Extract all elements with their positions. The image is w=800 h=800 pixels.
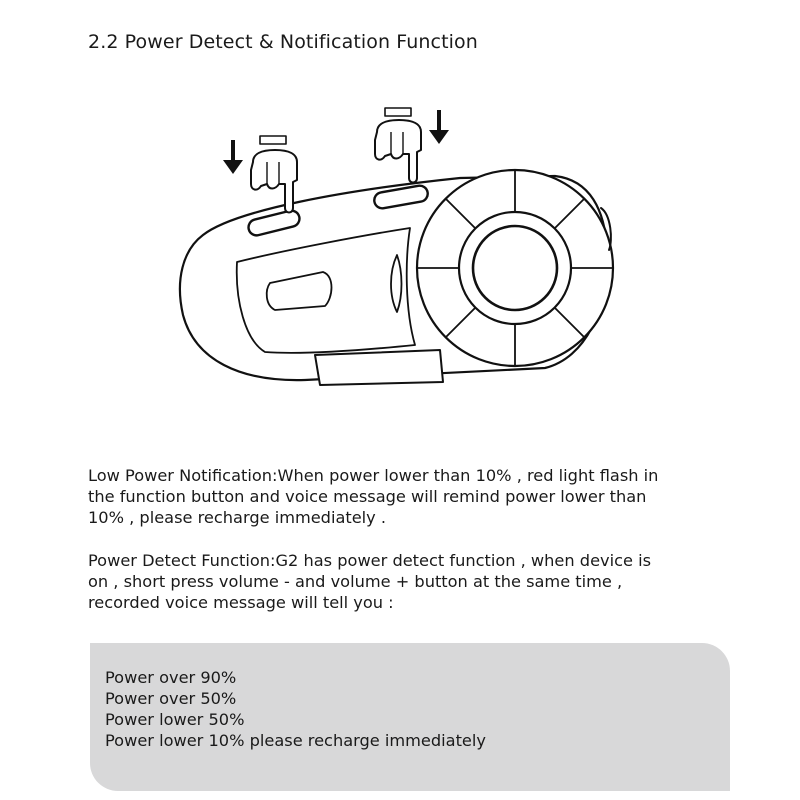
list-item: Power lower 50% [105, 710, 245, 729]
power-detect-function-text [88, 550, 748, 613]
device-illustration [165, 100, 625, 400]
voice-messages-panel [90, 643, 730, 791]
text-line: the function button and voice message will remind power lower than [88, 487, 647, 506]
text-line: Power Detect Function:G2 has power detect function , when device is [88, 551, 652, 570]
list-item: Power over 50% [105, 689, 237, 708]
press-arrow-left-icon [223, 140, 243, 174]
press-arrow-right-icon [429, 110, 449, 144]
low-power-notification-text [88, 465, 748, 528]
list-item: Power over 90% [105, 668, 237, 687]
pressing-hand-right-icon [375, 108, 421, 183]
text-line: recorded voice message will tell you : [88, 593, 394, 612]
section-heading: 2.2 Power Detect & Notification Function [88, 31, 478, 53]
text-line: on , short press volume - and volume + button at the same time , [88, 572, 623, 591]
text-line: Low Power Notification:When power lower than 10% , red light flash in [88, 466, 659, 485]
text-line: 10% , please recharge immediately . [88, 508, 387, 527]
bottom-clip [315, 350, 443, 385]
pressing-hand-left-icon [251, 136, 297, 213]
list-item: Power lower 10% please recharge immediately [105, 731, 486, 750]
